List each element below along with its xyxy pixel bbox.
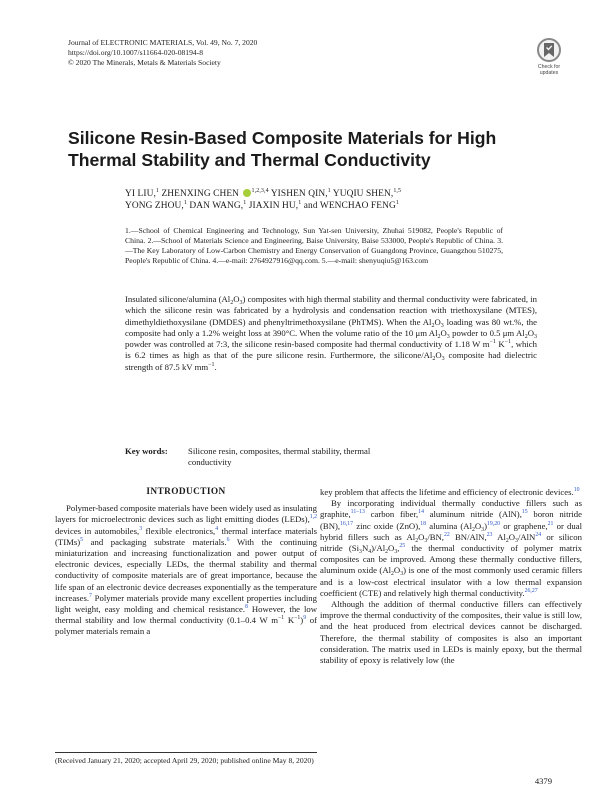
keywords <box>125 446 525 469</box>
author-name: YONG ZHOU, <box>125 201 184 212</box>
doi-link[interactable]: https://doi.org/10.1007/s11664-020-08194-8 <box>68 48 204 58</box>
right-column <box>320 487 582 666</box>
body-paragraph: By incorporating individual thermally conductive fillers such as graphite,$^{11-13}$ carbon fiber,$^{14}$ aluminum nitride (AlN),$^{15}$ boron nitride (BN),$^{16,17}$ zinc oxide (ZnO),$^{18}$ alumina $(Al_2O_3)^{19,20}$ or graphene,$^{21}$ or dual hybrid fillers such as $Al_2O_3/BN,^{22}$ BN/AlN,$^{23}$ $Al_2O_3/AlN^{24}$ or silicon nitride $(Si_3N_4)/Al_2O_3,^{25}$ the thermal conductivity of polymer matrix composites can be improved. Among these thermally conductive fillers, aluminum oxide $(Al_2O_3)$ is one of the most commonly used ceramic fillers and is a low-cost electrical insulator with a low thermal expansion coefficient (CTE) and relatively high thermal conductivity.$^{26,27}$ <box>320 498 583 598</box>
received-footnote: (Received January 21, 2020; accepted April 29, 2020; published online May 8, 2020) <box>55 752 317 766</box>
reference-link[interactable]: 11–13 <box>350 509 365 516</box>
reference-link[interactable]: 4 <box>215 525 219 532</box>
reference-link[interactable]: 9 <box>303 615 307 622</box>
reference-link[interactable]: 10 <box>573 487 580 493</box>
reference-link[interactable]: 18 <box>420 520 427 527</box>
author-name: YI LIU, <box>125 189 156 199</box>
author-affil-sup: 1 <box>243 200 247 207</box>
reference-link[interactable]: 7 <box>89 592 92 599</box>
reference-link[interactable]: 21 <box>547 520 554 527</box>
body-paragraph: Although the addition of thermal conductive fillers can effectively improve the thermal conductivity of the composites, their value is still low, and the heat produced from electrical devices cannot be discharged. Therefore, the thermal stability of composites is also an important consideration. The matrix used in LEDs is mainly epoxy, but the thermal stability of epoxy is relatively low (the <box>320 599 582 666</box>
reference-link[interactable]: 19,20 <box>486 520 501 527</box>
author-name: JIAXIN HU, <box>246 201 299 212</box>
keywords-label: Key words: <box>125 446 168 456</box>
author-name: ZHENXING CHEN <box>159 189 240 199</box>
reference-link[interactable]: 8 <box>245 604 248 611</box>
author-affil-sup: 1 <box>395 200 399 207</box>
reference-link[interactable]: 5 <box>80 536 83 543</box>
reference-link[interactable]: 6 <box>226 536 230 543</box>
reference-link[interactable]: 26,27 <box>524 587 538 594</box>
journal-header <box>68 38 368 69</box>
orcid-icon[interactable] <box>243 189 251 197</box>
section-heading: INTRODUCTION <box>146 487 226 497</box>
affiliations: 1.—School of Chemical Engineering and Technology, Sun Yat-sen University, Zhuhai 519082, People's Republic of China. 2.—School of Materials Science and Engineering, Baise University, Baise 533000, People's Republic of China. 3.—The Key Laboratory of Low-Carbon Chemistry and Energy Conservation of Guangdong Province, Guangzhou 510275, People's Republic of China. 4.—e-mail: 2764927916@qq.com. 5.—e-mail: shenyuqiu5@163.com <box>125 226 503 265</box>
reference-link[interactable]: 14 <box>418 509 424 516</box>
bookmark-icon <box>537 38 561 62</box>
author-affil-sup: 1,2,3,4 <box>251 188 269 194</box>
journal-citation: Journal of ELECTRONIC MATERIALS, Vol. 49, No. 7, 2020 <box>68 38 258 47</box>
author-name: DAN WANG, <box>186 201 244 212</box>
intro-paragraph: Polymer-based composite materials have been widely used as insulating layers for microelectronic devices such as light emitting diodes (LEDs),$^{1,2}$ devices in automobiles,$^3$ flexible electronics,$^4$ thermal interface materials (TIMs)$^5$ and packaging substrate materials.$^6$ With the continuing miniaturization and increasing functionalization and power output of electronic devices, especially LEDs, the thermal stability and thermal conductivity of composite materials are of great importance, because the life span of an electronic device decreases exponentially as the temperature increases.$^7$ Polymer materials provide many excellent properties including light weight, easy molding and chemical resistance.$^8$ However, the low thermal stability and low thermal conductivity (0.1–0.4 W $m^{-1}$ $K^{-1})^9$ of polymer materials remain a <box>55 503 318 637</box>
reference-link[interactable]: 15 <box>521 509 528 516</box>
reference-link[interactable]: 23 <box>486 531 493 538</box>
author-list <box>125 188 545 213</box>
author-affil-sup: 1,5 <box>393 188 402 194</box>
author-affil-sup: 1 <box>327 188 331 194</box>
page-number: 4379 <box>534 776 552 786</box>
author-name: YISHEN QIN, <box>268 189 328 199</box>
left-column <box>55 487 317 638</box>
reference-link[interactable]: 22 <box>443 531 450 538</box>
reference-link[interactable]: 25 <box>399 543 406 550</box>
copyright-line: © 2020 The Minerals, Metals & Materials Society <box>68 58 221 68</box>
author-affil-sup: 1 <box>155 188 160 194</box>
reference-link[interactable]: 1,2 <box>309 514 317 521</box>
author-name: YUQIU SHEN, <box>330 189 394 199</box>
check-for-updates-badge[interactable] <box>533 38 565 76</box>
keywords-text: Silicone resin, composites, thermal stability, thermal conductivity <box>188 446 371 468</box>
reference-link[interactable]: 16,17 <box>340 520 354 527</box>
author-affil-sup: 1 <box>183 200 187 207</box>
reference-link[interactable]: 3 <box>139 525 143 532</box>
continued-paragraph: key problem that affects the lifetime and efficiency of electronic devices.$^{10}$ <box>320 487 580 497</box>
author-name: and WENCHAO FENG <box>301 201 396 212</box>
reference-link[interactable]: 24 <box>535 531 542 538</box>
check-for-updates-label: Check for updates <box>537 64 561 76</box>
article-title: Silicone Resin-Based Composite Materials for High Thermal Stability and Thermal Conductivity <box>68 128 497 170</box>
author-affil-sup: 1 <box>298 200 302 207</box>
abstract: Insulated silicone/alumina $(Al_2O_3)$ composites with high thermal stability and thermal conductivity were fabricated, in which the silicone resin was fabricated by a hydrolysis and condensation reaction with triethoxysilane (MTES), dimethyldiethoxysilane (DMDES) and phenyltrimethoxysilane (PhTMS). When the $Al_2O_3$ loading was 80 wt.%, the composite had only a 1.2% weight loss at 390°C. When the volume ratio of the 10 μm $Al_2O_3$ powder to 0.5 μm $Al_2O_3$ powder was controlled at 7:3, the silicone resin-based composite had thermal conductivity of 1.18 W $m^{-1}$ $K^{-1}$, which is 6.2 times as high as that of the pure silicone resin. Furthermore, the silicone/$Al_2O_3$ composite had dielectric strength of 87.5 kV $mm^{-1}$. <box>125 294 537 372</box>
